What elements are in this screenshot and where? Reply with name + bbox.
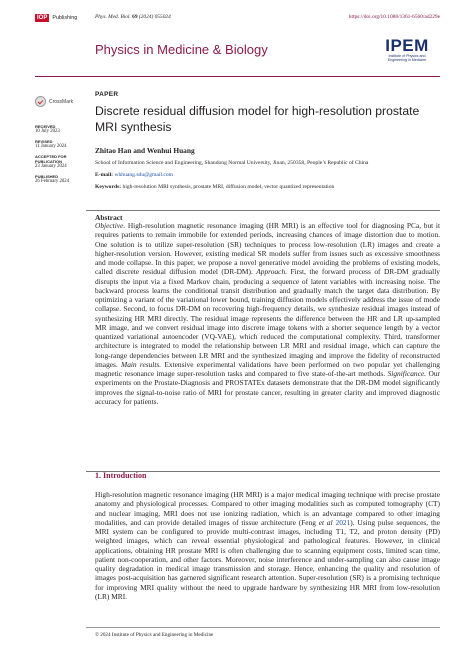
- significance-text: Our experiments on the Prostate-Diagnosis and PROSTATEx datasets demonstrate that the DR-DM model significantly improves the signal-to-noise ratio of MRI for prostate cancer, resulting in greater clarity and improved diagnostic accuracy for patients.: [95, 369, 440, 406]
- significance-label: Significance.: [387, 369, 426, 378]
- history-label: RECEIVED: [35, 124, 56, 129]
- crossmark-icon: [35, 96, 46, 107]
- history-date: 10 July 2023: [35, 129, 60, 134]
- email-line: [95, 172, 173, 178]
- journal-name[interactable]: Physics in Medicine & Biology: [95, 42, 268, 57]
- history-label: REVISED: [35, 139, 53, 144]
- affiliation: School of Information Science and Engineering, Shandong Normal University, Jinan, 250358, People’s Republic of China: [95, 160, 369, 166]
- ipem-logo-text: IPEM: [385, 36, 429, 55]
- history-date: 11 January 2024: [35, 144, 67, 149]
- intro-text-2: ). Using pulse sequences, the MRI system can be configured to provide multi-contrast images, including T1, T2, and proton density (PD) weighted images, which can reveal essential physiological and pathological features. However, in clinical applications, obtaining HR prostate MRI is often challenging due to scanning equipment costs, limited scan time, patient non-cooperation, and other factors. Moreover, noise interference and under-sampling can also cause image quality degradation in medical image transmission and storage. Hence, enhancing the quality and resolution of images post-acquisition has garnered significant research attention. Super-resolution (SR) is a promising technique for improving MRI quality without the need to upgrade hardware by synthesizing HR MRI from low-resolution (LR) MRI.: [95, 517, 440, 601]
- approach-label: Approach.: [256, 267, 288, 277]
- citation-rest: (2024) 055024: [138, 14, 171, 20]
- objective-label: Objective.: [95, 221, 126, 230]
- article-title: Discrete residual diffusion model for high-resolution prostate MRI synthesis: [95, 104, 420, 134]
- results-label: Main results.: [121, 359, 162, 369]
- abstract-heading: Abstract: [95, 213, 123, 222]
- doi-link[interactable]: https://doi.org/10.1088/1361-6560/ad229e: [348, 14, 440, 20]
- iop-publishing-logo[interactable]: [35, 14, 77, 22]
- objective-text: High-resolution magnetic resonance imaging (HR MRI) is an effective tool for diagnosing PCa, but it requires patients to remain immobile for extended periods, increasing chances of image distortion due to motion. One solution is to utilize super-resolution (SR) techniques to process low-resolution (LR) images and create a higher-resolution version. However, existing medical SR models suffer from issues such as excessive smoothness and mode collapse. In this paper, we propose a novel generative model avoiding the problems of existing models, called discrete residual diffusion model (DR-DM).: [95, 221, 440, 277]
- article-type: PAPER: [95, 91, 119, 98]
- citation-line: [95, 14, 171, 20]
- abstract-body: [95, 221, 440, 406]
- footer-divider: [86, 627, 440, 628]
- intro-text-1: High-resolution magnetic resonance imaging (HR MRI) is a major medical imaging technique with precise prostate anatomy and physiological processes. Compared to other imaging modalities such as computed tomography (CT) and nuclear imaging, MRI does not use ionizing radiation, which is an advantage compared to other imaging modalities, and can provide detailed images of tissue architecture (Feng: [95, 490, 440, 527]
- crossmark-label: CrossMark: [49, 98, 74, 105]
- keywords-line: [95, 184, 440, 190]
- header-divider: [35, 76, 440, 77]
- intro-ref-etal: et al: [318, 517, 333, 527]
- article-history: [35, 124, 90, 189]
- iop-logo-mark: IOP: [37, 15, 48, 21]
- crossmark-badge[interactable]: [35, 96, 73, 107]
- citation-volume: 69: [132, 14, 138, 20]
- history-date: 26 February 2024: [35, 179, 70, 184]
- intro-ref-year[interactable]: 2021: [335, 517, 351, 527]
- ipem-name-line1: Institute of Physics and: [388, 54, 426, 58]
- email-link[interactable]: whhuang.sdu@gmail.com: [114, 172, 174, 178]
- section-heading-introduction: 1. Introduction: [95, 471, 147, 480]
- authors: Zhitao Han and Wenhui Huang: [95, 146, 195, 155]
- introduction-body: [95, 490, 440, 601]
- copyright-notice: © 2024 Institute of Physics and Engineering in Medicine: [95, 632, 214, 638]
- iop-logo-text: Publishing: [52, 15, 78, 21]
- history-date: 23 January 2024: [35, 164, 67, 169]
- results-text: Extensive experimental validations have been performed on two popular yet challenging magnetic resonance image super-resolution tasks and compared to five state-of-the-art methods.: [95, 359, 440, 378]
- citation-journal: Phys. Med. Biol.: [95, 14, 131, 20]
- ipem-logo[interactable]: [374, 37, 440, 62]
- keywords-label: Keywords:: [95, 184, 122, 190]
- history-label: PUBLISHED: [35, 174, 59, 179]
- keywords-text: high-resolution MRI synthesis, prostate MRI, diffusion model, vector quantized representation: [122, 184, 335, 190]
- ipem-name-line2: Engineering in Medicine: [387, 58, 427, 63]
- email-label: E-mail:: [95, 172, 114, 178]
- approach-text: First, the forward process of DR-DM gradually disrupts the input via a fixed Markov chain, producing a sequence of latent variables with increasing noise. The backward process learns the conditional transit distribution and gradually match the target data distribution. By optimizing a variant of the variational lower bound, training diffusion models effectively address the issue of mode collapse. Second, to focus DR-DM on recovering high-frequency details, we synthesize residual images instead of synthesizing HR MRI directly. The residual image represents the difference between the HR and LR up-sampled MR image, and we convert residual image into discrete image tokens with a shorter sequence length by a vector quantized variational autoencoder (VQ-VAE), which reduced the computational complexity. Third, transformer architecture is integrated to model the relationship between LR MRI and residual image, which can capture the long-range dependencies between LR MRI and the synthesized imaging and improve the fidelity of reconstructed images.: [95, 267, 440, 369]
- history-label: ACCEPTED FOR PUBLICATION: [35, 154, 67, 164]
